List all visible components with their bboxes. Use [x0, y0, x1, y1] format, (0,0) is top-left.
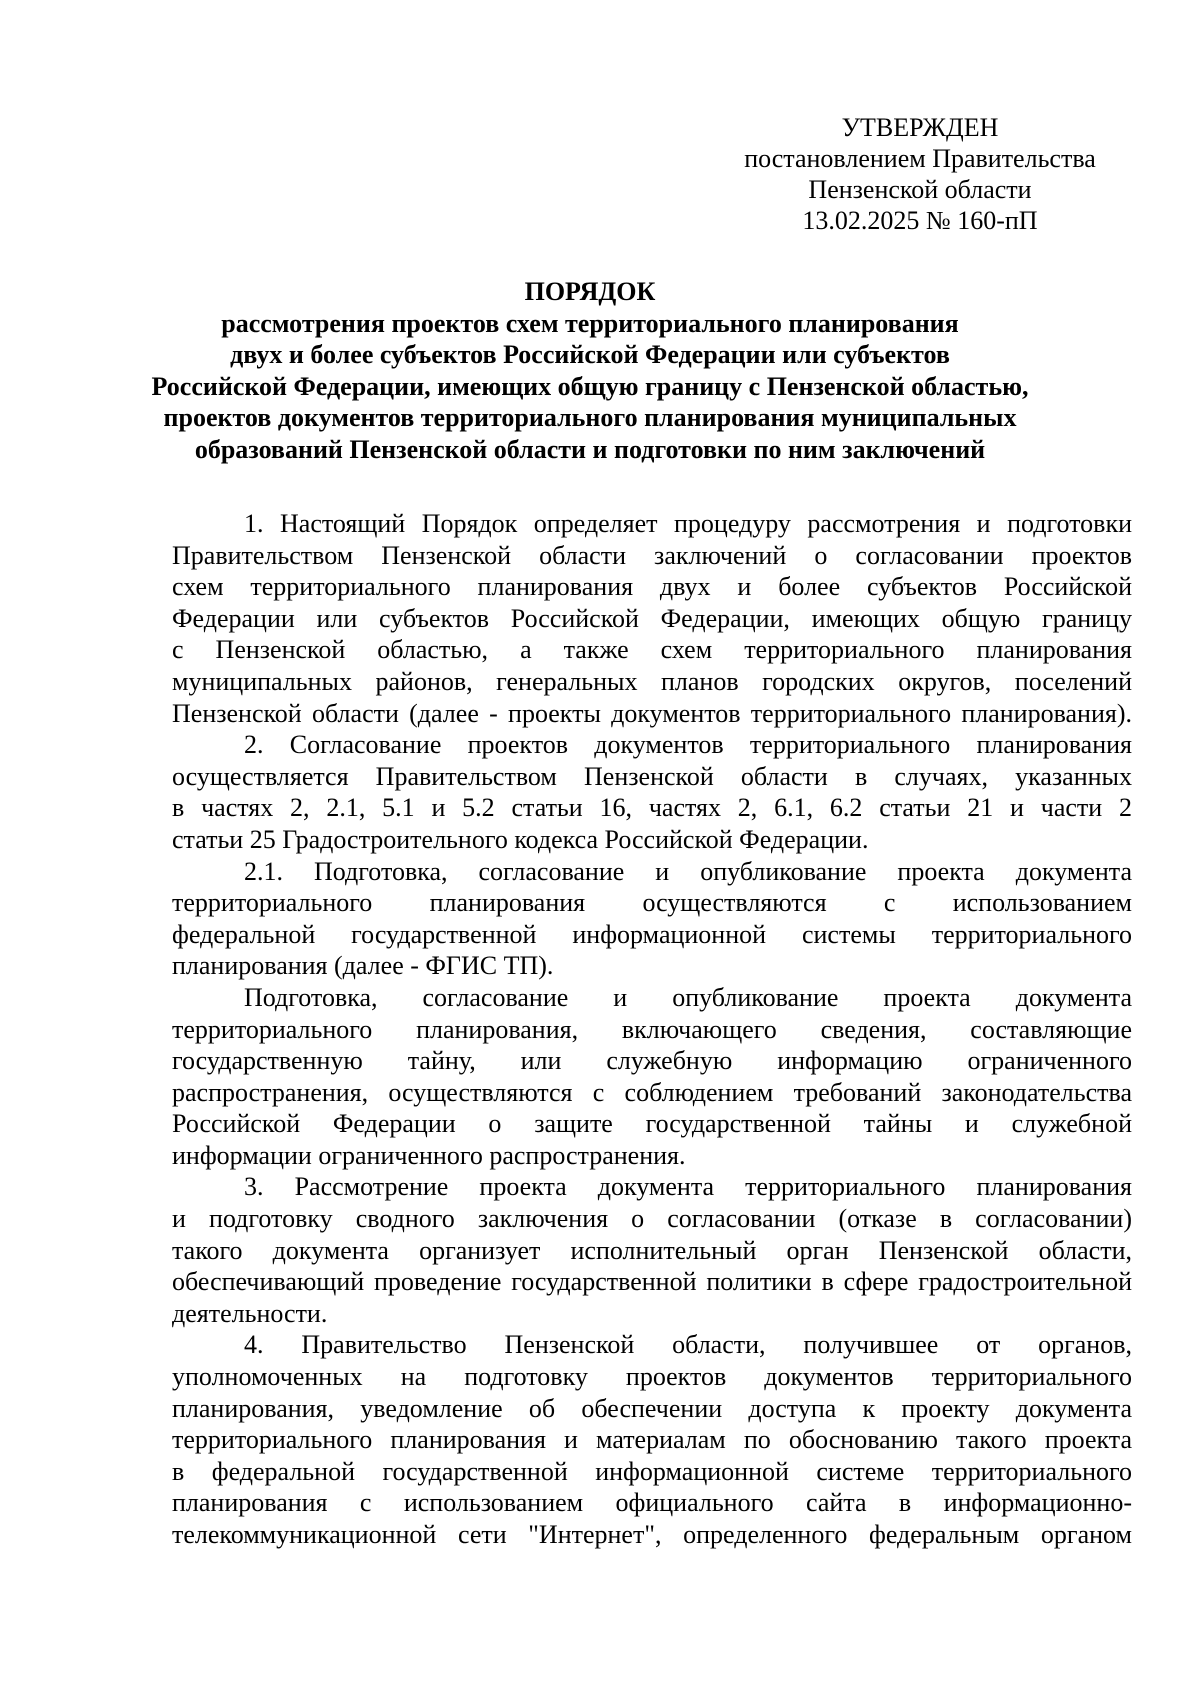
- text-line: обеспечивающий проведение государственной политики в сфере градостроительной: [172, 1267, 1132, 1297]
- text-line: государственную тайну, или служебную информацию ограниченного: [172, 1046, 1132, 1076]
- title-line: проектов документов территориального планирования муниципальных: [163, 403, 1017, 432]
- approval-date-number: 13.02.2025 № 160-пП: [802, 206, 1038, 235]
- text-line: планирования, уведомление об обеспечении доступа к проекту документа: [172, 1393, 1132, 1423]
- text-line: планирования (далее - ФГИС ТП).: [172, 951, 554, 981]
- text-line: статьи 25 Градостроительного кодекса Российской Федерации.: [172, 824, 869, 854]
- paragraph-3: [172, 1171, 1132, 1329]
- title-line: двух и более субъектов Российской Федерации или субъектов: [230, 340, 950, 369]
- document-body: [172, 508, 1132, 1551]
- text-line: 2.1. Подготовка, согласование и опубликование проекта документа: [244, 856, 1132, 886]
- title-line: Российской Федерации, имеющих общую границу с Пензенской областью,: [151, 371, 1029, 401]
- title-line: рассмотрения проектов схем территориального планирования: [221, 308, 959, 338]
- text-line: Федерации или субъектов Российской Федерации, имеющих общую границу: [172, 603, 1132, 633]
- text-line: планирования с использованием официального сайта в информационно-: [172, 1488, 1132, 1518]
- approval-status: УТВЕРЖДЕН: [841, 113, 999, 142]
- title-heading: ПОРЯДОК: [524, 277, 656, 306]
- document-title: [150, 276, 1030, 465]
- text-line: 1. Настоящий Порядок определяет процедуру рассмотрения и подготовки: [244, 509, 1132, 538]
- text-line: территориального планирования, включающего сведения, составляющие: [172, 1014, 1132, 1044]
- paragraph-4: [172, 1329, 1132, 1550]
- text-line: Российской Федерации о защите государственной тайны и служебной: [172, 1109, 1132, 1139]
- approval-region: Пензенской области: [808, 175, 1032, 204]
- approval-stamp: [700, 112, 1140, 236]
- text-line: 3. Рассмотрение проекта документа территориального планирования: [244, 1172, 1132, 1202]
- approval-authority: постановлением Правительства: [744, 144, 1096, 173]
- text-line: телекоммуникационной сети "Интернет", определенного федеральным органом: [172, 1520, 1132, 1549]
- text-line: схем территориального планирования двух и более субъектов Российской: [172, 572, 1132, 602]
- text-line: Подготовка, согласование и опубликование проекта документа: [244, 982, 1132, 1012]
- text-line: муниципальных районов, генеральных планов городских округов, поселений: [172, 666, 1132, 696]
- text-line: и подготовку сводного заключения о согласовании (отказе в согласовании): [172, 1204, 1132, 1234]
- text-line: распространения, осуществляются с соблюдением требований законодательства: [172, 1077, 1132, 1107]
- text-line: с Пензенской областью, а также схем территориального планирования: [172, 635, 1132, 665]
- text-line: в частях 2, 2.1, 5.1 и 5.2 статьи 16, частях 2, 6.1, 6.2 статьи 21 и части 2: [172, 793, 1132, 823]
- text-line: 4. Правительство Пензенской области, получившее от органов,: [244, 1330, 1132, 1360]
- text-line: территориального планирования и материалам по обоснованию такого проекта: [172, 1425, 1132, 1455]
- text-line: деятельности.: [172, 1298, 328, 1328]
- paragraph-2-1-b: [172, 982, 1132, 1172]
- paragraph-2-1: [172, 856, 1132, 982]
- text-line: осуществляется Правительством Пензенской области в случаях, указанных: [172, 761, 1132, 791]
- text-line: в федеральной государственной информационной системе территориального: [172, 1456, 1132, 1486]
- text-line: такого документа организует исполнительный орган Пензенской области,: [172, 1235, 1132, 1265]
- title-line: образований Пензенской области и подготовки по ним заключений: [194, 434, 986, 464]
- text-line: Правительством Пензенской области заключений о согласовании проектов: [172, 540, 1132, 570]
- text-line: территориального планирования осуществляются с использованием: [172, 888, 1132, 918]
- text-line: 2. Согласование проектов документов территориального планирования: [244, 730, 1132, 760]
- paragraph-2: [172, 729, 1132, 855]
- text-line: Пензенской области (далее - проекты документов территориального планирования).: [172, 698, 1132, 728]
- text-line: уполномоченных на подготовку проектов документов территориального: [172, 1362, 1132, 1392]
- text-line: федеральной государственной информационной системы территориального: [172, 919, 1132, 949]
- paragraph-1: [172, 508, 1132, 729]
- text-line: информации ограниченного распространения.: [172, 1140, 686, 1170]
